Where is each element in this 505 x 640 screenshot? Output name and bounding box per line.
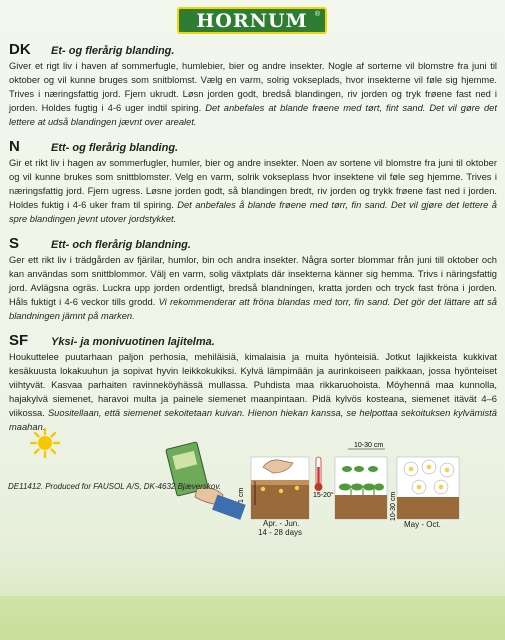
section-header bbox=[9, 138, 497, 156]
language-code: S bbox=[9, 235, 20, 252]
header bbox=[0, 0, 505, 38]
section-header bbox=[9, 41, 497, 59]
sow-period: Apr. - Jun. bbox=[263, 519, 300, 528]
section-sf bbox=[9, 332, 497, 434]
brand-logo bbox=[177, 7, 327, 34]
registered-mark: ® bbox=[314, 11, 320, 18]
section-text: Houkuttelee puutarhaan paljon perhosia, mehiläisiä, kimalaisia ja muita hyönteisiä. Jotkut lajikkeista kukkivat kesäkuusta lokakuuhun ja sopivat hyvin leikkokukiksi. Kylvä lämpimään ja aurinkoiseen paikkaan, jossa hyönteiset viihtyvät. Kasvaa parhaiten ravinneköyhässä mullassa. Puhdista maa rikkaruohoista. Möyhennä maa kunnolla, hajakylvä siemenet, haravoi multa ja painele siemenet maanpintaan. Pidä kylvös kosteana, siemenet itävät 4–6 viikossa. Suositellaan, että siemenet sekoitetaan kuivan. Hienon hiekan kanssa, se helpottaa sekoituksen kylvämistä maahan. bbox=[9, 352, 497, 432]
section-header bbox=[9, 332, 497, 350]
section-title: Et- og flerårig blanding. bbox=[51, 45, 175, 57]
soil-depth-icon bbox=[251, 457, 309, 519]
section-n bbox=[9, 138, 497, 226]
section-title: Ett- och flerårig blandning. bbox=[51, 239, 191, 251]
depth-label: 1 cm bbox=[238, 487, 245, 503]
section-text: Gir et rikt liv i hagen av sommerfugler, humler, bier og andre insekter. Noen av sortene vil blomstre fra juni til oktober og vil kunne brukes som snittblomster. Velg en varm, solrik vokseplass hvor insektene vil føle seg hjemme. Trives i næringsfattig jord. Fjern ugress. Løsne jorden godt, så blandingen bredt, riv jorden og trykk frøene fast ned i jorden. Holdes fuktig i 4-6 uker fram til spiring. Det anbefales å blande frøene med tørr, fin sand. Det vil gjøre det lettere å spre blandingen jevnt utover jordstykket. bbox=[9, 158, 497, 224]
section-note: Det anbefales å blande frøene med tørr, fin sand. Det vil gjøre det lettere å spre blandingen jevnt utover jordstykket. bbox=[9, 200, 497, 224]
bloom-period: May - Oct. bbox=[404, 520, 441, 529]
germination-time: 14 - 28 days bbox=[258, 528, 303, 537]
section-title: Ett- og flerårig blanding. bbox=[51, 142, 179, 154]
language-code: DK bbox=[9, 41, 31, 58]
temperature-label: 15-20° bbox=[313, 492, 334, 499]
language-code: N bbox=[9, 138, 20, 155]
seedlings-icon bbox=[335, 449, 387, 519]
section-dk bbox=[9, 41, 497, 129]
section-title: Yksi- ja monivuotinen lajitelma. bbox=[51, 336, 215, 348]
flowers-icon bbox=[397, 457, 459, 519]
row-spacing-label: 10-30 cm bbox=[354, 442, 384, 449]
section-note: Suositellaan, että siemenet sekoitetaan kuivan. Hienon hiekan kanssa, se helpottaa sekoituksen kylvämistä maahan. bbox=[9, 408, 497, 432]
section-text: Giver et rigt liv i haven af sommerfugle, humlebier, bier og andre insekter. Nogle af sorterne vil blomstre fra juni til oktober og vil kunne bruges som snitblomst. Vælg en varm, solrig vokseplads, hvor insekterne vil føle sig hjemme. Trives i næringsfattig jord. Fjern ukrudt. Løsn jorden godt, bredså blandingen, riv jorden og tryk frøene fast ned i jorden. Holdes fugtig i 4-6 uger indtil spiring. Det anbefales at blande frøene med tørt, fint sand. Det vil gøre det lettere at udså blandingen jævnt over arealet. bbox=[9, 61, 497, 127]
section-header bbox=[9, 235, 497, 253]
brand-name: HORNUM bbox=[196, 9, 308, 32]
sowing-illustration bbox=[163, 437, 463, 522]
bottom-band bbox=[0, 596, 505, 640]
section-note: Vi rekommenderar att fröna blandas med torr, fin sand. Det gör det lättare att så blandningen jämnt på marken. bbox=[9, 297, 497, 321]
language-code: SF bbox=[9, 332, 29, 349]
thermometer-icon bbox=[315, 457, 323, 491]
sun-icon bbox=[30, 428, 60, 458]
section-text: Ger ett rikt liv i trädgården av fjärilar, humlor, bin och andra insekter. Några sorter blommar från juni till oktober och kan användas som snittblommor. Välj en varm, solig växtplats där insekterna känner sig hemma. Trivs i näringsfattig jord. Avlägsna ogräs. Luckra upp jorden ordentligt, bredså blandningen, kratta jorden och tryck fast fröna i jorden. Håls fuktigt i 4-6 veckor tills grodd. Vi rekommenderar att fröna blandas med torr, fin sand. Det gör det lättare att så blandningen jämnt på marken. bbox=[9, 255, 497, 321]
seed-packet-icon bbox=[166, 442, 246, 520]
footer-text: DE11412. Produced for FAUSOL A/S, DK-4632 Bjæverskov. bbox=[8, 482, 221, 491]
plant-spacing-label: 10-30 cm bbox=[390, 491, 397, 521]
section-s bbox=[9, 235, 497, 323]
section-note: Det anbefales at blande frøene med tørt, fint sand. Det vil gøre det lettere at udså blandingen jævnt over arealet. bbox=[9, 103, 497, 127]
